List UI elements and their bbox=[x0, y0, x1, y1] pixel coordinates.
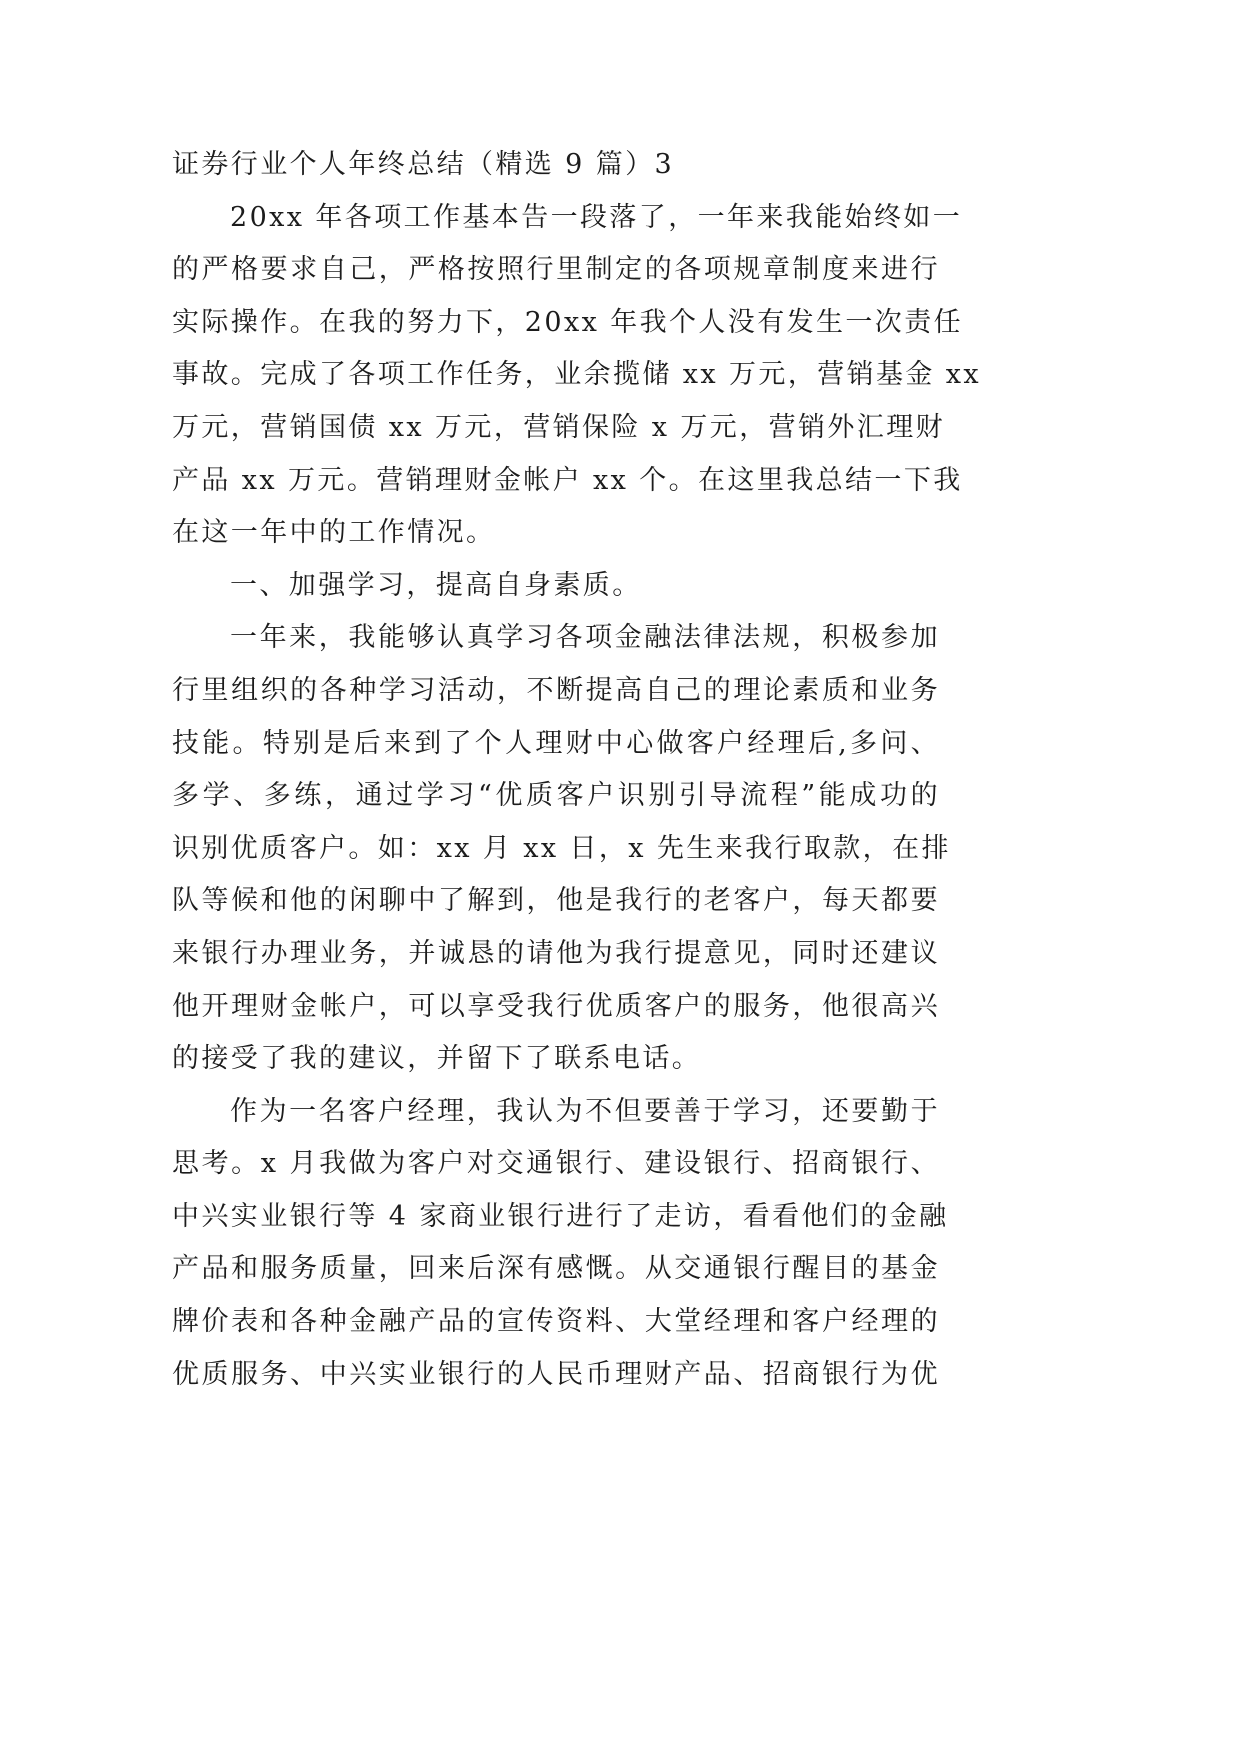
paragraph-line: 思考。x 月我做为客户对交通银行、建设银行、招商银行、 bbox=[172, 1148, 940, 1180]
document-body bbox=[172, 139, 982, 1401]
paragraph-line: 的接受了我的建议，并留下了联系电话。 bbox=[172, 1043, 702, 1075]
paragraph-line: 多学、多练，通过学习“优质客户识别引导流程”能成功的 bbox=[172, 780, 940, 812]
paragraph-line: 他开理财金帐户，可以享受我行优质客户的服务，他很高兴 bbox=[172, 990, 940, 1022]
paragraph-thinking bbox=[172, 1086, 949, 1402]
paragraph-line: 来银行办理业务，并诚恳的请他为我行提意见，同时还建议 bbox=[172, 937, 940, 969]
paragraph-study bbox=[172, 612, 951, 1085]
paragraph-line: 20xx 年各项工作基本告一段落了，一年来我能始终如一 bbox=[230, 201, 963, 233]
paragraph-line: 识别优质客户。如：xx 月 xx 日，x 先生来我行取款，在排 bbox=[172, 832, 951, 864]
paragraph-line: 队等候和他的闲聊中了解到，他是我行的老客户，每天都要 bbox=[172, 885, 940, 917]
paragraph-line: 事故。完成了各项工作任务，业余揽储 xx 万元，营销基金 xx bbox=[172, 359, 982, 391]
paragraph-intro bbox=[172, 192, 982, 560]
paragraph-line: 实际操作。在我的努力下，20xx 年我个人没有发生一次责任 bbox=[172, 306, 963, 338]
paragraph-line: 的严格要求自己，严格按照行里制定的各项规章制度来进行 bbox=[172, 254, 940, 286]
paragraph-line: 一年来，我能够认真学习各项金融法律法规，积极参加 bbox=[230, 622, 940, 654]
paragraph-line: 在这一年中的工作情况。 bbox=[172, 517, 496, 549]
paragraph-line: 作为一名客户经理，我认为不但要善于学习，还要勤于 bbox=[230, 1095, 940, 1127]
paragraph-line: 万元，营销国债 xx 万元，营销保险 x 万元，营销外汇理财 bbox=[172, 411, 946, 443]
paragraph-line: 技能。特别是后来到了个人理财中心做客户经理后,多问、 bbox=[172, 727, 940, 759]
document-title: 证券行业个人年终总结（精选 9 篇）3 bbox=[172, 149, 675, 180]
paragraph-line: 中兴实业银行等 4 家商业银行进行了走访，看看他们的金融 bbox=[172, 1200, 949, 1232]
paragraph-line: 牌价表和各种金融产品的宣传资料、大堂经理和客户经理的 bbox=[172, 1306, 940, 1338]
paragraph-line: 产品 xx 万元。营销理财金帐户 xx 个。在这里我总结一下我 bbox=[172, 464, 963, 496]
section-heading-text: 一、加强学习，提高自身素质。 bbox=[230, 569, 642, 601]
section-heading bbox=[172, 560, 940, 613]
paragraph-line: 优质服务、中兴实业银行的人民币理财产品、招商银行为优 bbox=[172, 1358, 940, 1390]
paragraph-line: 行里组织的各种学习活动，不断提高自己的理论素质和业务 bbox=[172, 674, 940, 706]
paragraph-line: 产品和服务质量，回来后深有感慨。从交通银行醒目的基金 bbox=[172, 1253, 940, 1285]
